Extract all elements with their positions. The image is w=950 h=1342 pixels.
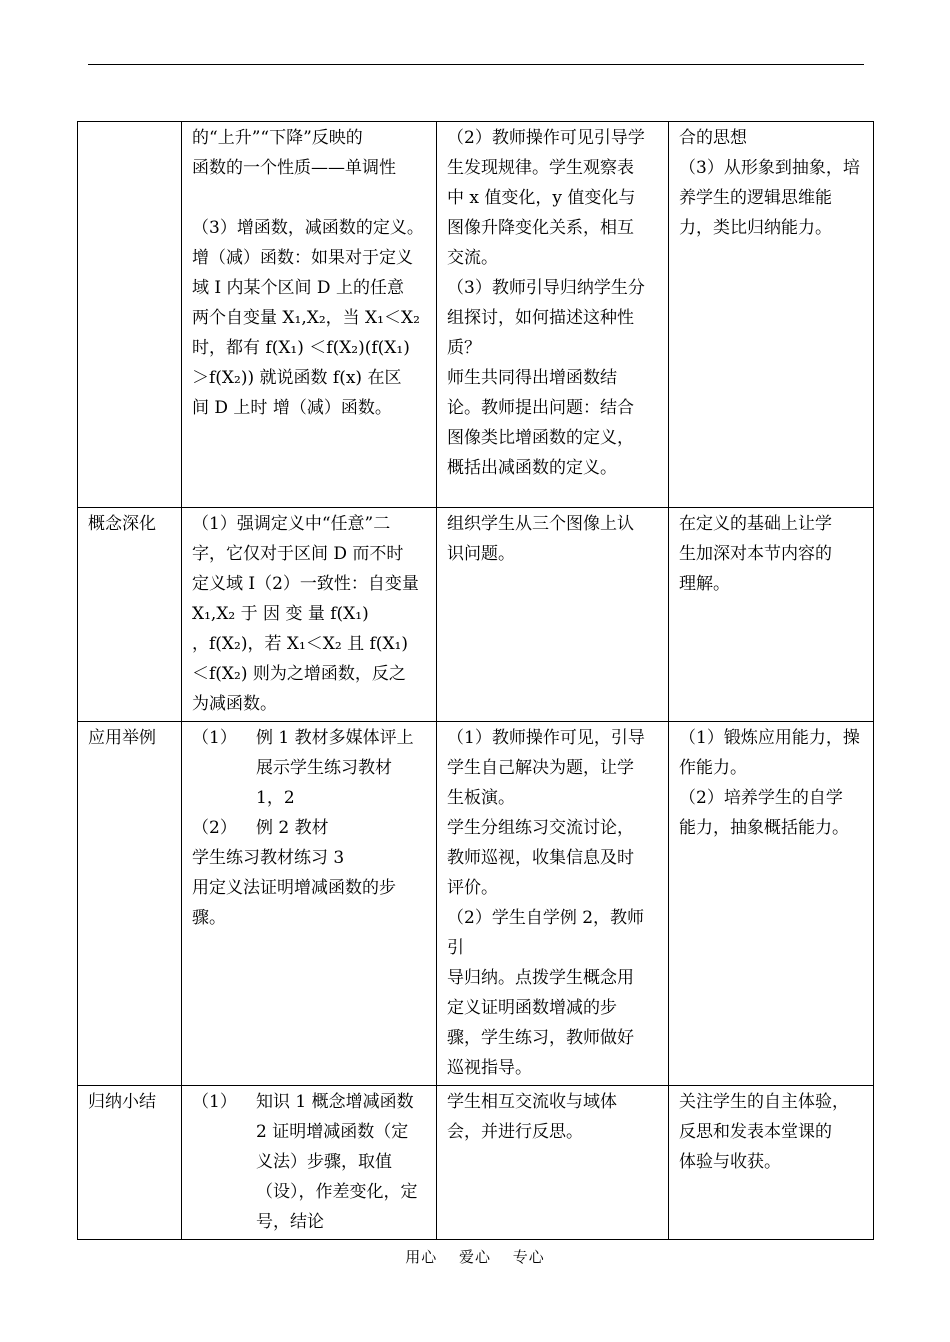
content-cell	[182, 1086, 437, 1240]
intent-cell: 合的思想 （3）从形象到抽象，培 养学生的逻辑思维能 力，类比归纳能力。	[669, 122, 874, 508]
list-item: （1） 例 1 教材多媒体评上 展示学生练习教材 1，2	[192, 728, 414, 808]
stage-cell	[78, 122, 182, 508]
lesson-plan-table	[77, 121, 874, 1240]
intent-cell: 在定义的基础上让学 生加深对本节内容的 理解。	[669, 508, 874, 722]
content-cell: （1）强调定义中“任意”二 字，它仅对于区间 D 而不时 定义域 I（2）一致性：自变量 X₁,X₂ 于 因 变 量 f(X₁) ，f(X₂)，若 X₁＜X₂ 且 f(X₁) ＜f(X₂) 则为之增函数，反之 为减函数。	[182, 508, 437, 722]
activity-cell: 学生相互交流收与域体 会，并进行反思。	[437, 1086, 669, 1240]
footer-text: 用心	[405, 1248, 438, 1266]
stage-cell: 概念深化	[78, 508, 182, 722]
activity-cell: （2）教师操作可见引导学 生发现规律。学生观察表 中 x 值变化，y 值变化与 图像升降变化关系，相互 交流。 （3）教师引导归纳学生分 组探讨，如何描述这种性 质？ 师生共同得出增函数结 论。教师提出问题：结合 图像类比增函数的定义， 概括出减函数的定义。	[437, 122, 669, 508]
activity-cell: （1）教师操作可见，引导 学生自己解决为题，让学 生板演。 学生分组练习交流讨论， 教师巡视，收集信息及时 评价。 （2）学生自学例 2，教师引 导归纳。点拨学生概念用 定义证明函数增减的步 骤，学生练习，教师做好 巡视指导。	[437, 722, 669, 1086]
intent-cell: 关注学生的自主体验， 反思和发表本堂课的 体验与收获。	[669, 1086, 874, 1240]
content-cell: （1） 例 1 教材多媒体评上 展示学生练习教材 1，2 （2） 例 2 教材 学生练习教材练习 3 用定义法证明增减函数的步 骤。	[182, 722, 437, 1086]
table-row	[78, 1086, 874, 1240]
table-row	[78, 508, 874, 722]
content-cell: 的“上升”“下降”反映的 函数的一个性质——单调性 （3）增函数，减函数的定义。 增（减）函数：如果对于定义 域 I 内某个区间 D 上的任意 两个自变量 X₁,X₂，当 X₁＜X₂ 时，都有 f(X₁) ＜f(X₂)(f(X₁) ＞f(X₂)) 就说函数 f(x) 在区 间 D 上时 增（减）函数。	[182, 122, 437, 508]
activity-cell: 组织学生从三个图像上认 识问题。	[437, 508, 669, 722]
footer-text: 专心	[512, 1248, 545, 1266]
table-row	[78, 122, 874, 508]
intent-cell: （1）锻炼应用能力，操 作能力。 （2）培养学生的自学 能力，抽象概括能力。	[669, 722, 874, 1086]
stage-cell: 应用举例	[78, 722, 182, 1086]
stage-cell: 归纳小结	[78, 1086, 182, 1240]
header-rule	[88, 64, 864, 65]
list-item: （2） 例 2 教材	[192, 818, 329, 838]
list-item: （1） 知识 1 概念增减函数 2 证明增减函数（定 义法）步骤，取值 （设），作差变化，定 号，结论	[192, 1092, 418, 1232]
table-row	[78, 722, 874, 1086]
footer-text: 爱心	[458, 1248, 491, 1266]
page-footer	[0, 1246, 950, 1267]
